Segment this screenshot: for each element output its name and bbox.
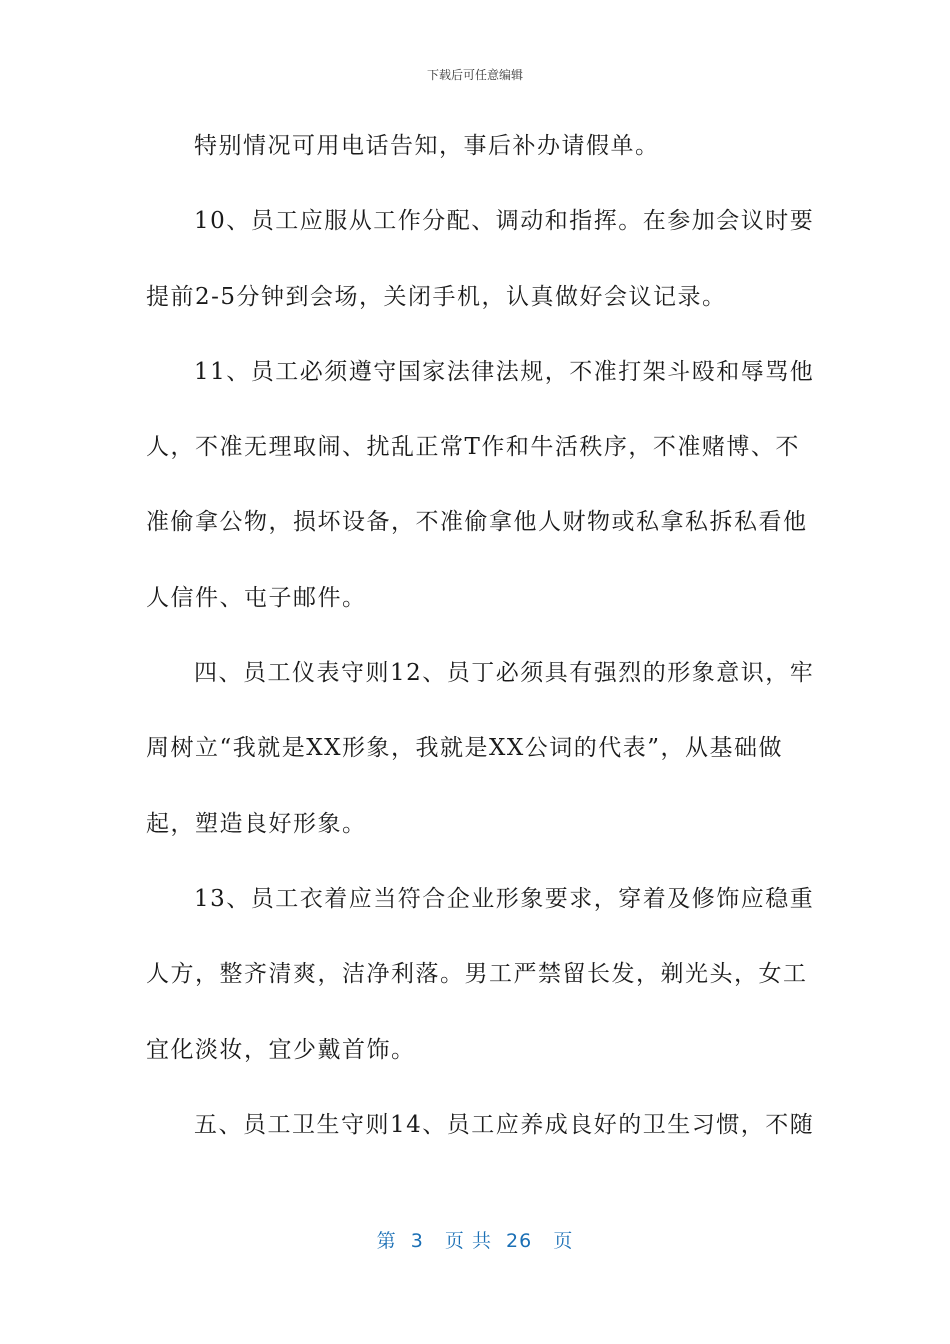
text-line: 11、员工必须遵守国家法律法规，不准打架斗殴和辱骂他 bbox=[194, 358, 815, 385]
text-line: 人，不准无理取闹、扰乱正常T作和牛活秩序，不准赌博、不 bbox=[146, 434, 800, 461]
text-line: 准偷拿公物，损坏设备，不准偷拿他人财物或私拿私拆私看他 bbox=[146, 509, 808, 536]
text-line: 宜化淡妆，宜少戴首饰。 bbox=[146, 1036, 416, 1063]
text-line: 人信件、屯子邮件。 bbox=[146, 584, 367, 611]
text-line: 起，塑造良好形象。 bbox=[146, 810, 367, 837]
document-body bbox=[146, 126, 815, 1180]
text-line: 13、员工衣着应当符合企业形象要求，穿着及修饰应稳重 bbox=[194, 885, 815, 912]
text-line: 特别情况可用电话告知，事后补办请假单。 bbox=[194, 133, 660, 159]
text-line: 五、员工卫生守则14、员工应养成良好的卫生习惯，不随 bbox=[194, 1111, 815, 1138]
text-line: 四、员工仪表守则12、员丁必须具有强烈的形象意识，牢 bbox=[194, 660, 815, 687]
text-line: 周树立“我就是XX形象，我就是XX公词的代表”，从基础做 bbox=[146, 735, 784, 762]
text-line: 人方，整齐清爽，洁净利落。男工严禁留长发，剃光头，女工 bbox=[146, 961, 808, 988]
text-line: 提前2-5分钟到会场，关闭手机，认真做好会议记录。 bbox=[146, 283, 727, 310]
page-header: 下载后可任意编辑 bbox=[426, 68, 523, 82]
page-number-footer: 第 3 页 共 26 页 bbox=[376, 1230, 574, 1252]
text-line: 10、员工应服从工作分配、调动和指挥。在参加会议时要 bbox=[194, 208, 815, 235]
